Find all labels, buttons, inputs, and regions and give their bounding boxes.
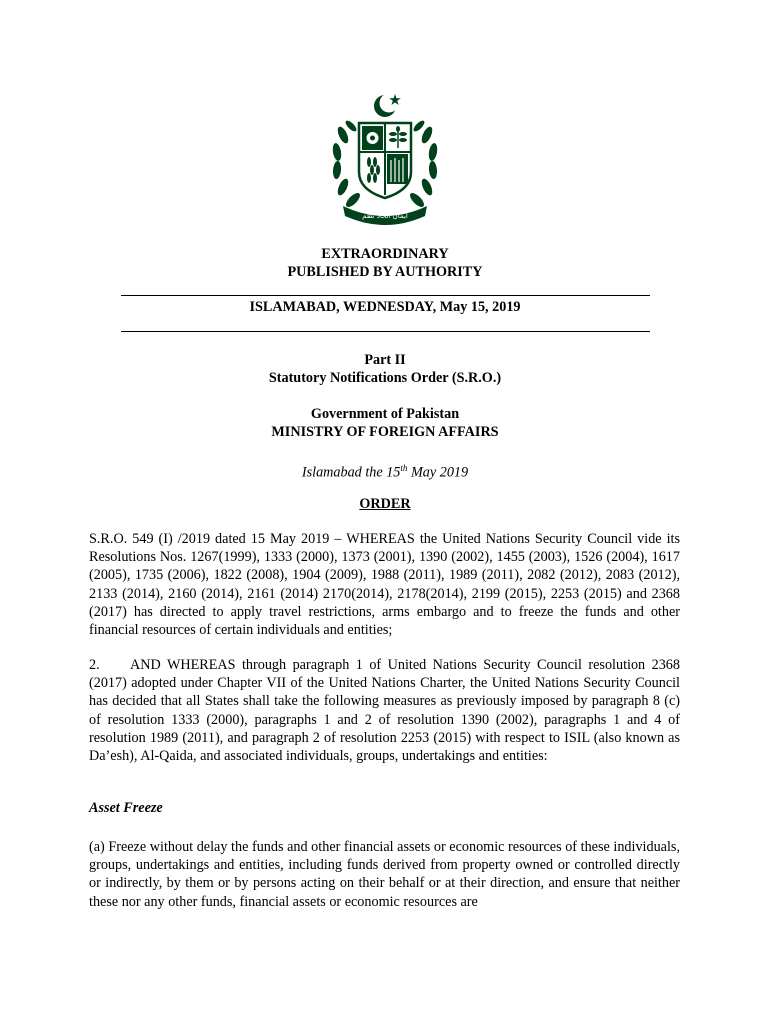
government-name: Government of Pakistan	[310, 406, 460, 422]
order-title: ORDER	[359, 496, 411, 512]
header-extraordinary: EXTRAORDINARY	[321, 246, 449, 262]
scroll-text: ایمان اتحاد نظم	[362, 212, 408, 220]
paragraph-a: (a) Freeze without delay the funds and other financial assets or economic resources of these individuals, groups, undertakings and entities, including funds derived from property owned or controlled directly or indirectly, by them or by persons acting on their behalf or at their direction, and ensure that neither these nor any other funds, financial assets or economic resources are	[89, 839, 680, 910]
paragraph-2-text: AND WHEREAS through paragraph 1 of United Nations Security Council resolution 2368 (2017) adopted under Chapter VII of the United Nations Charter, the United Nations Security Council has decided that all States shall take the following measures as previously imposed by paragraph 8 (c) of resolution 1333 (2000), paragraphs 1 and 2 of resolution 1390 (2002), paragraphs 1 and 4 of resolution 1989 (2011), and paragraph 2 of resolution 2253 (2015) with respect to ISIL (also known as Da’esh), Al-Qaida, and associated individuals, groups, undertakings and entities:	[89, 657, 680, 765]
place-date-prefix: Islamabad the 15	[301, 464, 401, 481]
header-published-by-authority: PUBLISHED BY AUTHORITY	[287, 264, 483, 280]
header-rule-top	[121, 295, 650, 296]
header-rule-bottom	[121, 331, 650, 332]
place-date-suffix: May 2019	[407, 464, 469, 481]
paragraph-2	[89, 656, 680, 765]
paragraph-2-number: 2.	[89, 657, 100, 673]
section-heading-asset-freeze: Asset Freeze	[89, 800, 163, 816]
part-title: Part II	[364, 352, 406, 368]
place-date	[0, 459, 770, 482]
ministry-name: MINISTRY OF FOREIGN AFFAIRS	[271, 424, 499, 440]
part-subtitle: Statutory Notifications Order (S.R.O.)	[268, 370, 502, 386]
wreath-right-icon	[408, 119, 439, 209]
place-date-sup: th	[400, 463, 408, 473]
wreath-left-icon	[331, 119, 362, 209]
header-dateline: ISLAMABAD, WEDNESDAY, May 15, 2019	[249, 299, 521, 315]
paragraph-1: S.R.O. 549 (I) /2019 dated 15 May 2019 – WHEREAS the United Nations Security Council vide its Resolutions Nos. 1267(1999), 1333 (2000), 1373 (2001), 1390 (2002), 1455 (2003), 1526 (2004), 1617 (2005), 1735 (2006), 1822 (2008), 1904 (2009), 1988 (2011), 1989 (2011), 2082 (2012), 2083 (2012), 2133 (2014), 2160 (2014), 2161 (2014) 2170(2014), 2178(2014), 2199 (2015), 2253 (2015) and 2368 (2017) has directed to apply travel restrictions, arms embargo and to freeze the funds and other financial resources of certain individuals and entities;	[89, 531, 680, 639]
state-emblem-icon	[329, 90, 441, 226]
